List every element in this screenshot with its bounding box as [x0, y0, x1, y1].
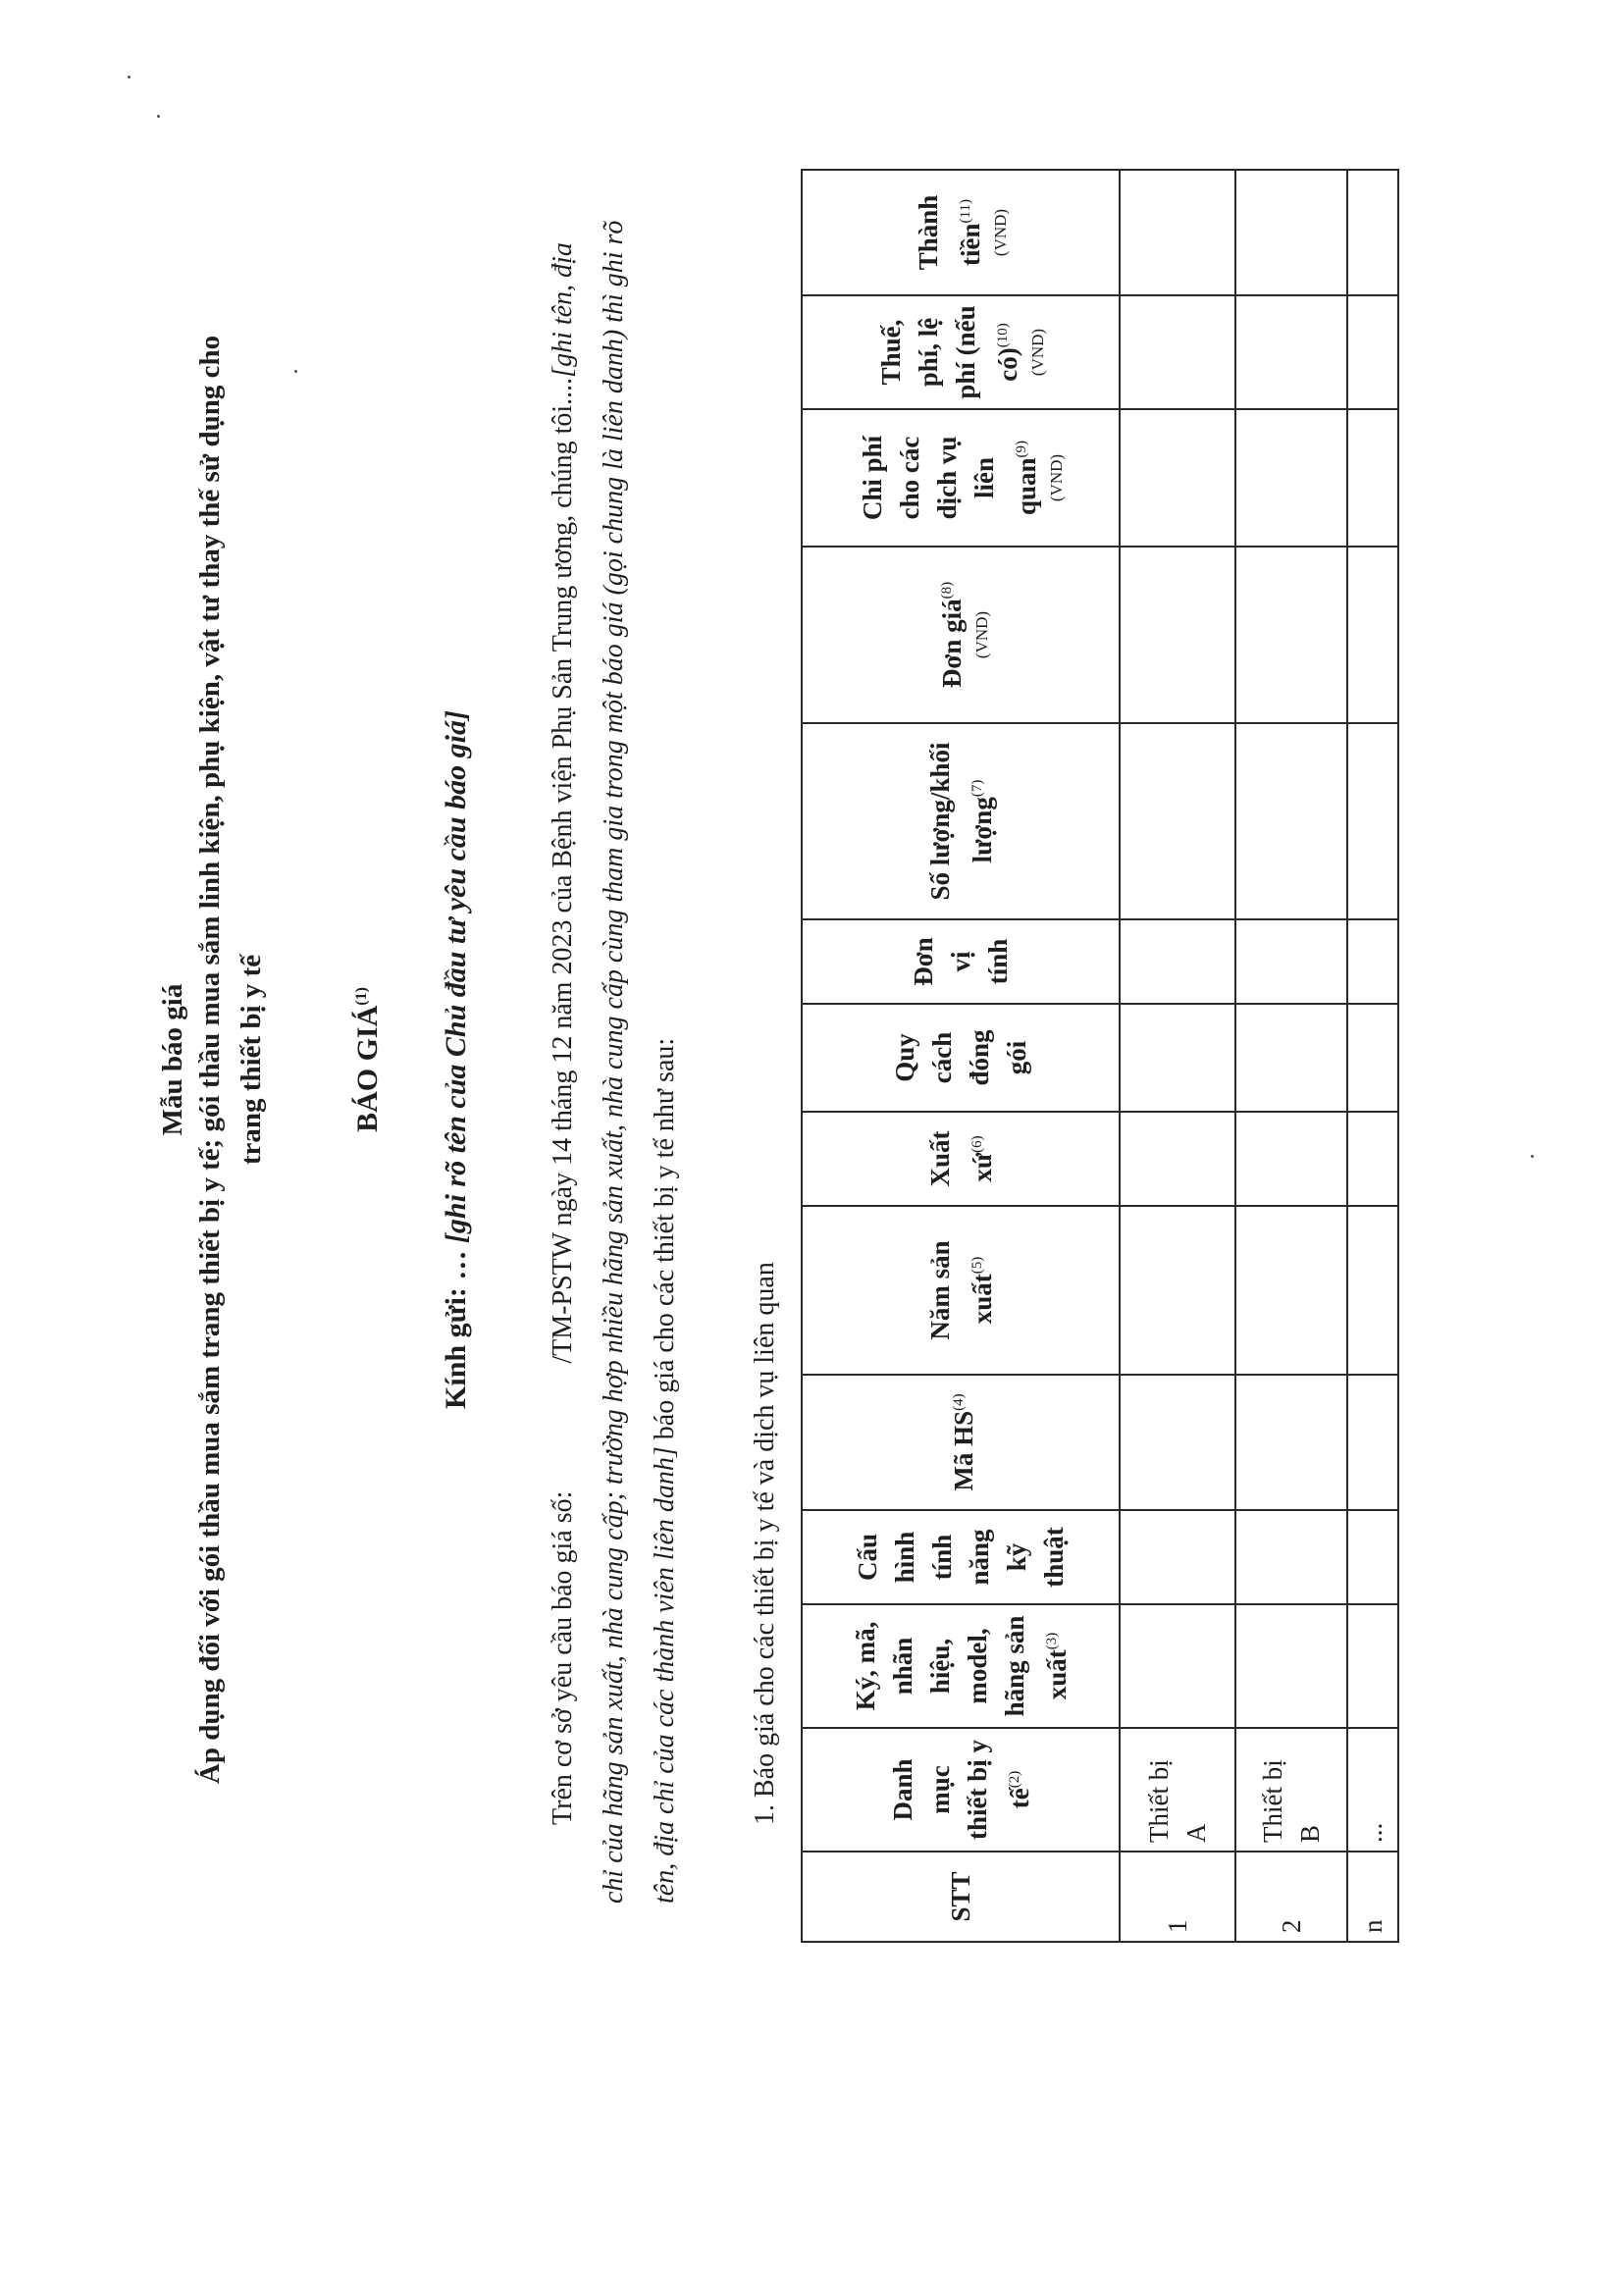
row-device-name: ...	[1347, 1728, 1398, 1852]
quote-heading-note: (1)	[353, 987, 370, 1006]
empty-cell	[1347, 1604, 1398, 1728]
empty-cell	[1235, 1510, 1347, 1604]
column-header-service-cost: Chi phí cho các dịch vụ liên quan$^{(9)}$ (VND)	[802, 409, 1120, 547]
scan-speck	[294, 370, 297, 373]
intro-request-ref: Trên cơ sở yêu cầu báo giá số:	[548, 1490, 578, 1825]
empty-cell	[1347, 295, 1398, 409]
table-header-row	[802, 170, 1120, 1942]
empty-cell	[1347, 1375, 1398, 1510]
empty-cell	[1347, 1510, 1398, 1604]
empty-cell	[1120, 170, 1235, 295]
recipient-placeholder: [ghi rõ tên của Chủ đầu tư yêu cầu báo giá]	[440, 710, 472, 1244]
empty-cell	[1347, 170, 1398, 295]
column-header-taxes-fees: Thuế, phí, lệ phí (nếu có)$^{(10)}$ (VND)	[802, 295, 1120, 409]
column-header-brand-model: Ký, mã, nhãn hiệu, model, hãng sản xuất$^{(3)}$	[802, 1604, 1120, 1728]
column-header-unit-price: Đơn giá$^{(8)}$ (VND)	[802, 547, 1120, 723]
scan-speck	[1531, 1155, 1534, 1158]
row-stt: 1	[1120, 1852, 1235, 1942]
empty-cell	[1120, 1375, 1235, 1510]
empty-cell	[1120, 723, 1235, 919]
row-device-name: Thiết bị A	[1120, 1728, 1235, 1852]
empty-cell	[1347, 919, 1398, 1004]
empty-cell	[1120, 409, 1235, 547]
section-heading: 1. Báo giá cho các thiết bị y tế và dịch vụ liên quan	[750, 1262, 780, 1825]
empty-cell	[1347, 1004, 1398, 1112]
column-header-unit: Đơn vị tính	[802, 919, 1120, 1004]
intro-vendor-placeholder: [ghi tên, địa chỉ của hãng sản xuất, nhà cung cấp; trường hợp nhiều hãng sản xuất, nhà cung cấp cùng tham gia trong một báo giá (gọi chung là liên danh) thì ghi rõ tên, địa chỉ của các thành viên liên danh]	[548, 220, 680, 1904]
recipient-label: Kính gửi: …	[440, 1250, 472, 1409]
empty-cell	[1347, 409, 1398, 547]
quote-heading-text: BÁO GIÁ	[351, 1005, 384, 1132]
quote-heading	[351, 0, 385, 2119]
column-header-technical-config: Cấu hình tính năng kỹ thuật	[802, 1510, 1120, 1604]
empty-cell	[1235, 1375, 1347, 1510]
column-header-device-list: Danh mục thiết bị y tế$^{(2)}$	[802, 1728, 1120, 1852]
empty-cell	[1120, 1112, 1235, 1206]
applies-line: Áp dụng đối với gói thầu mua sắm trang thiết bị y tế; gói thầu mua sắm linh kiện, phụ kiện, vật tư thay thế sử dụng cho	[194, 335, 226, 1785]
quote-table	[801, 169, 1399, 1943]
table-row	[1347, 170, 1398, 1942]
intro-paragraph	[538, 216, 691, 1904]
empty-cell	[1235, 1004, 1347, 1112]
empty-cell	[1347, 1112, 1398, 1206]
form-title: Mẫu báo giá	[157, 983, 188, 1136]
applies-line-continued: trang thiết bị y tế	[236, 954, 267, 1166]
empty-cell	[1235, 409, 1347, 547]
empty-cell	[1235, 547, 1347, 723]
empty-cell	[1120, 547, 1235, 723]
column-header-stt: STT	[802, 1852, 1120, 1942]
row-stt: n	[1347, 1852, 1398, 1942]
intro-closing: báo giá cho các thiết bị y tế như sau:	[650, 1037, 680, 1447]
empty-cell	[1347, 723, 1398, 919]
empty-cell	[1235, 1112, 1347, 1206]
empty-cell	[1235, 919, 1347, 1004]
row-stt: 2	[1235, 1852, 1347, 1942]
empty-cell	[1120, 919, 1235, 1004]
empty-cell	[1235, 723, 1347, 919]
scan-speck	[128, 76, 131, 78]
empty-cell	[1120, 1510, 1235, 1604]
column-header-manufacture-year: Năm sản xuất$^{(5)}$	[802, 1206, 1120, 1375]
recipient-line	[440, 0, 473, 2119]
empty-cell	[1235, 295, 1347, 409]
row-device-name: Thiết bị B	[1235, 1728, 1347, 1852]
empty-cell	[1120, 295, 1235, 409]
column-header-quantity: Số lượng/khối lượng$^{(7)}$	[802, 723, 1120, 919]
empty-cell	[1235, 1206, 1347, 1375]
empty-cell	[1120, 1604, 1235, 1728]
table-row	[1120, 170, 1235, 1942]
empty-cell	[1347, 547, 1398, 723]
column-header-origin: Xuất xứ$^{(6)}$	[802, 1112, 1120, 1206]
empty-cell	[1120, 1004, 1235, 1112]
column-header-total: Thành tiền$^{(11)}$ (VND)	[802, 170, 1120, 295]
empty-cell	[1235, 1604, 1347, 1728]
empty-cell	[1120, 1206, 1235, 1375]
empty-cell	[1235, 170, 1347, 295]
column-header-hs-code: Mã HS$^{(4)}$	[802, 1375, 1120, 1510]
table-row	[1235, 170, 1347, 1942]
intro-request-date: /TM-PSTW ngày 14 tháng 12 năm 2023 của Bệnh viện Phụ Sản Trung	[548, 585, 578, 1364]
column-header-packaging: Quy cách đóng gói	[802, 1004, 1120, 1112]
intro-we: ương, chúng tôi....	[548, 377, 578, 579]
empty-cell	[1347, 1206, 1398, 1375]
